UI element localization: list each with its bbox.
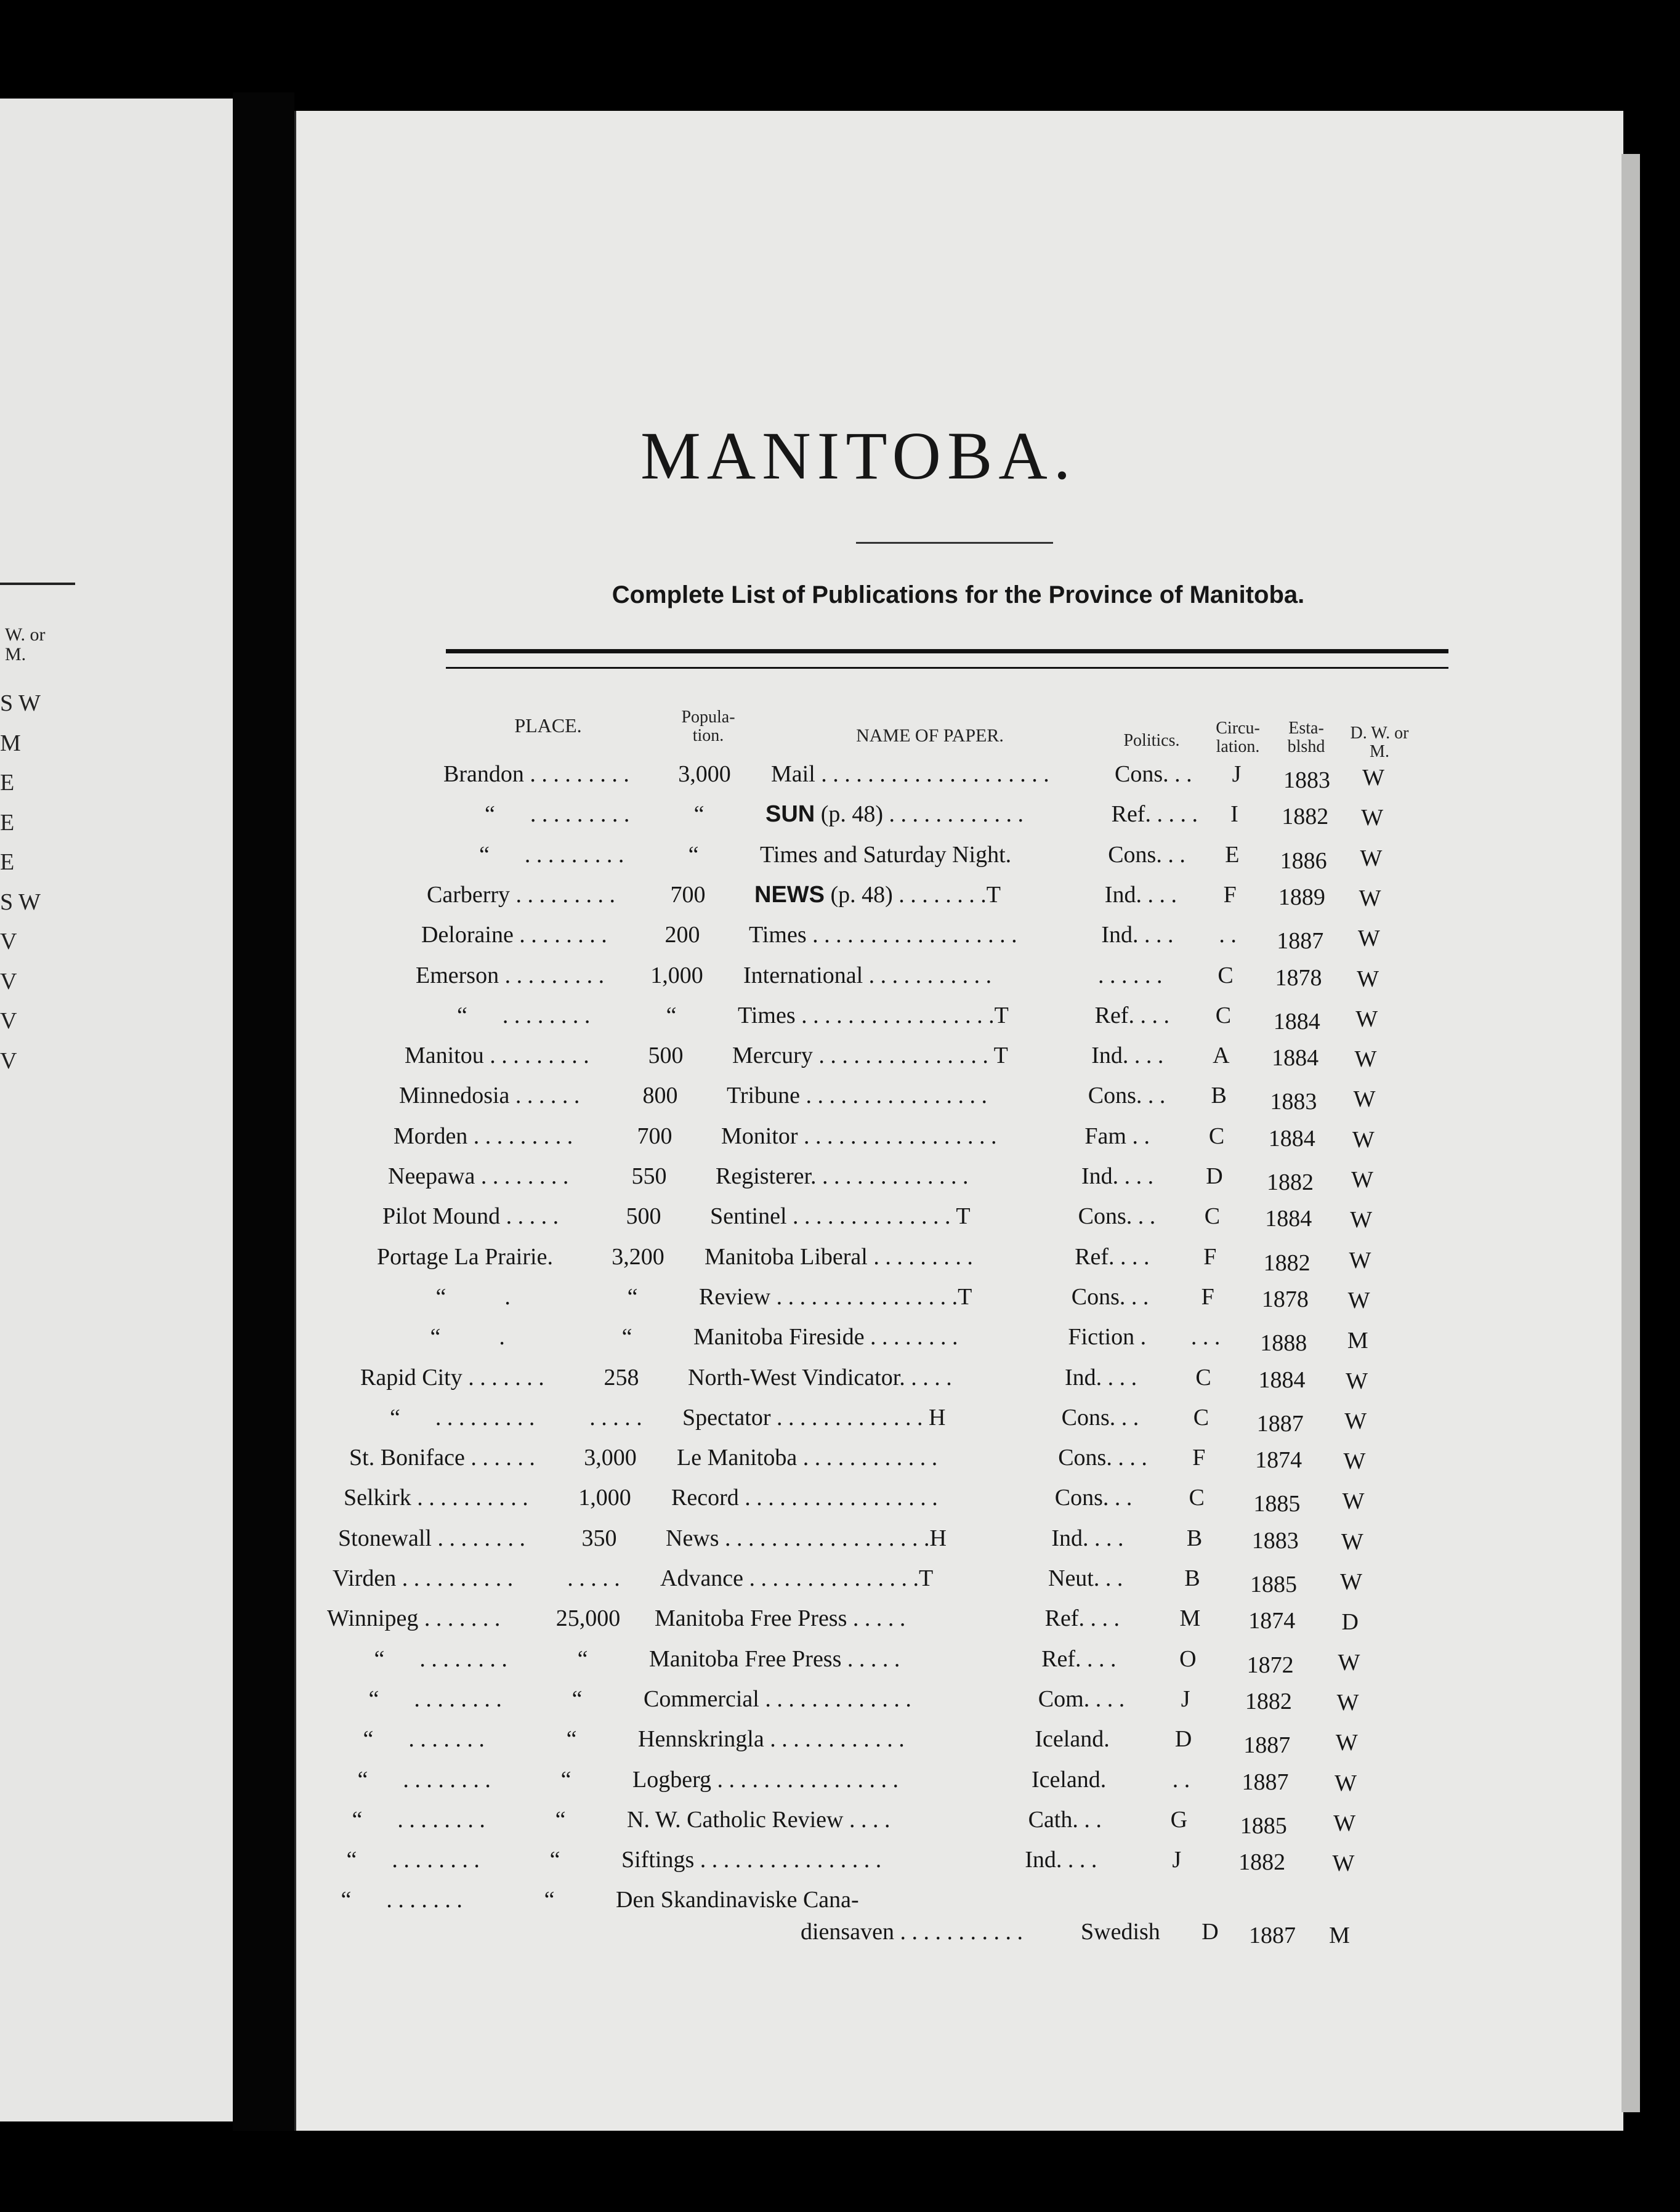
established-cell: 1888 xyxy=(1260,1330,1307,1357)
place-cell: “ . . . . . . . . xyxy=(316,1685,502,1712)
paper-name-cell xyxy=(627,1804,890,1835)
frequency-cell: W xyxy=(1340,1569,1362,1595)
paper-name-text: Record . . . . . . . . . . . . . . . . . xyxy=(671,1485,938,1511)
place-cell: Virden . . . . . . . . . . xyxy=(333,1565,514,1591)
table-top-rule-thin xyxy=(446,667,1448,669)
table-row xyxy=(0,1402,1680,1442)
paper-name-text: Tribune . . . . . . . . . . . . . . . . xyxy=(727,1083,987,1109)
table-row xyxy=(0,1161,1680,1201)
place-cell: Winnipeg . . . . . . . xyxy=(327,1605,501,1632)
paper-name-cell xyxy=(727,1080,987,1111)
circulation-cell: J xyxy=(1181,1685,1190,1712)
left-page-column-header: W. or M. xyxy=(5,624,46,664)
circulation-cell: C xyxy=(1189,1485,1205,1511)
politics-cell: Ind. . . . xyxy=(1051,1525,1124,1551)
politics-cell: Ind. . . . xyxy=(1104,881,1177,908)
frequency-cell: W xyxy=(1344,1408,1367,1434)
frequency-cell: W xyxy=(1343,1448,1366,1475)
place-cell: “ . xyxy=(366,1324,505,1350)
politics-cell: Ref. . . . xyxy=(1044,1605,1120,1632)
politics-cell: Fam . . xyxy=(1084,1123,1150,1149)
paper-name-text: Commercial . . . . . . . . . . . . . xyxy=(644,1685,911,1712)
paper-name-cell xyxy=(677,1442,937,1473)
population-cell: “ xyxy=(555,1806,566,1833)
politics-cell: Ref. . . . xyxy=(1075,1243,1150,1270)
place-cell: Carberry . . . . . . . . . xyxy=(427,881,616,908)
paper-name-cell xyxy=(671,1482,938,1513)
population-cell: 700 xyxy=(637,1123,672,1149)
table-row xyxy=(0,799,1680,839)
table-row xyxy=(0,1241,1680,1282)
frequency-cell: W xyxy=(1332,1851,1355,1877)
politics-cell: Cath. . . xyxy=(1028,1806,1102,1833)
frequency-cell: W xyxy=(1333,1810,1356,1836)
paper-name-cell xyxy=(616,1884,859,1915)
frequency-cell: W xyxy=(1336,1689,1359,1716)
circulation-cell: B xyxy=(1211,1083,1227,1109)
established-cell: 1887 xyxy=(1242,1769,1289,1795)
established-cell: 1887 xyxy=(1249,1922,1296,1948)
established-cell: 1882 xyxy=(1238,1849,1286,1876)
frequency-cell: W xyxy=(1353,1086,1376,1113)
table-row xyxy=(0,1121,1680,1161)
circulation-cell: J xyxy=(1232,761,1242,787)
place-cell: “ . . . . . . . . . xyxy=(438,801,630,828)
left-page-cell: E xyxy=(0,849,15,875)
circulation-cell: . . xyxy=(1172,1766,1190,1793)
established-cell: 1878 xyxy=(1275,964,1322,991)
header-established: Esta- blshd xyxy=(1287,719,1325,756)
circulation-cell: . . xyxy=(1219,922,1237,948)
place-cell: Neepawa . . . . . . . . xyxy=(388,1163,569,1189)
population-cell: “ xyxy=(571,1685,583,1712)
paper-name-text: Times . . . . . . . . . . . . . . . . .T xyxy=(738,1002,1009,1028)
table-row xyxy=(0,759,1680,799)
frequency-cell: W xyxy=(1346,1368,1368,1394)
place-cell: Rapid City . . . . . . . xyxy=(360,1364,544,1391)
place-cell: “ . . . . . . . xyxy=(310,1726,485,1753)
population-cell: “ xyxy=(621,1324,632,1350)
frequency-cell: W xyxy=(1360,845,1383,871)
established-cell: 1887 xyxy=(1243,1732,1291,1759)
table-row xyxy=(0,1523,1680,1563)
frequency-cell: W xyxy=(1362,765,1384,791)
paper-name-text: Le Manitoba . . . . . . . . . . . . xyxy=(677,1445,938,1471)
paper-name-text: Den Skandinaviske Cana- xyxy=(616,1887,859,1913)
frequency-cell: W xyxy=(1361,805,1384,831)
table-row xyxy=(0,1201,1680,1241)
place-cell: Brandon . . . . . . . . . xyxy=(443,761,629,787)
established-cell: 1883 xyxy=(1283,767,1330,793)
table-row xyxy=(0,1000,1680,1040)
established-cell: 1886 xyxy=(1280,847,1327,874)
table-row xyxy=(0,1764,1680,1804)
paper-name-cell xyxy=(743,960,991,991)
circulation-cell: F xyxy=(1223,881,1237,908)
paper-name-text: Times and Saturday Night. xyxy=(760,841,1012,868)
paper-name-cell xyxy=(732,1040,1008,1071)
table-row xyxy=(0,1563,1680,1603)
politics-cell: Neut. . . xyxy=(1048,1565,1123,1591)
population-cell: “ xyxy=(693,801,705,828)
circulation-cell: D xyxy=(1174,1726,1192,1753)
population-cell: 500 xyxy=(648,1043,684,1069)
population-cell: 1,000 xyxy=(578,1485,631,1511)
paper-name-text: Logberg . . . . . . . . . . . . . . . . xyxy=(632,1766,899,1793)
paper-name-text: (p. 48) . . . . . . . .T xyxy=(825,881,1001,908)
header-population: Popula- tion. xyxy=(681,708,735,745)
population-cell: “ xyxy=(627,1283,638,1310)
frequency-cell: W xyxy=(1355,1006,1378,1032)
frequency-cell: M xyxy=(1329,1922,1350,1948)
circulation-cell: . . . xyxy=(1190,1324,1221,1350)
table-row xyxy=(0,1644,1680,1684)
circulation-cell: D xyxy=(1201,1918,1219,1945)
table-row xyxy=(0,1362,1680,1402)
established-cell: 1887 xyxy=(1256,1410,1304,1437)
politics-cell: Cons. . . xyxy=(1054,1485,1133,1511)
politics-cell: Ref. . . . . xyxy=(1111,801,1198,828)
population-cell: 550 xyxy=(631,1163,667,1189)
politics-cell: Iceland. xyxy=(1032,1766,1107,1793)
place-cell: “ . . . . . . . . xyxy=(321,1645,507,1672)
politics-cell: Ind. . . . xyxy=(1065,1364,1137,1391)
table-row xyxy=(0,1322,1680,1362)
frequency-cell: D xyxy=(1341,1609,1359,1636)
established-cell: 1882 xyxy=(1245,1688,1292,1714)
table-top-rule xyxy=(446,649,1448,653)
place-cell: “ . . . . . . . . xyxy=(305,1766,491,1793)
population-cell: “ xyxy=(549,1847,560,1873)
population-cell: 700 xyxy=(670,881,706,908)
header-circulation: Circu- lation. xyxy=(1216,719,1260,756)
politics-cell: Cons. . . xyxy=(1061,1404,1139,1431)
politics-cell: Ind. . . . xyxy=(1091,1043,1164,1069)
established-cell: 1885 xyxy=(1240,1812,1287,1839)
established-cell: 1884 xyxy=(1268,1125,1315,1152)
established-cell: 1887 xyxy=(1277,928,1324,955)
paper-name-cell xyxy=(688,1362,952,1393)
paper-name-bold: SUN xyxy=(765,801,815,828)
table-row xyxy=(0,1603,1680,1643)
left-page-rule xyxy=(0,583,75,585)
politics-cell: Cons. . . . xyxy=(1058,1445,1147,1471)
established-cell: 1889 xyxy=(1278,884,1325,910)
frequency-cell: W xyxy=(1349,1247,1371,1274)
frequency-cell: M xyxy=(1347,1328,1368,1354)
paper-name-cell xyxy=(638,1724,905,1754)
population-cell: 200 xyxy=(664,922,700,948)
paper-name-cell xyxy=(693,1322,958,1352)
population-cell: 25,000 xyxy=(555,1605,621,1632)
circulation-cell: D xyxy=(1206,1163,1223,1189)
header-paper: NAME OF PAPER. xyxy=(856,725,1004,746)
established-cell: 1885 xyxy=(1250,1572,1297,1597)
place-cell: Stonewall . . . . . . . . xyxy=(338,1525,525,1551)
politics-cell: Fiction . xyxy=(1068,1324,1147,1350)
frequency-cell: W xyxy=(1347,1287,1370,1314)
population-cell: . . . . . xyxy=(567,1565,620,1591)
circulation-cell: F xyxy=(1201,1283,1214,1310)
left-page-cell: V xyxy=(0,1047,17,1074)
paper-name-cell xyxy=(721,1121,997,1152)
paper-name-text: Monitor . . . . . . . . . . . . . . . . . xyxy=(721,1123,997,1149)
frequency-cell: W xyxy=(1359,885,1381,911)
place-cell: Minnedosia . . . . . . xyxy=(399,1083,580,1109)
place-cell: “ . . . . . . . xyxy=(288,1887,462,1913)
politics-cell: Cons. . . xyxy=(1088,1083,1166,1109)
table-row xyxy=(0,1442,1680,1482)
frequency-cell: W xyxy=(1341,1528,1363,1555)
circulation-cell: O xyxy=(1179,1645,1197,1672)
paper-name-cell xyxy=(754,879,1001,910)
table-row xyxy=(0,960,1680,1000)
paper-name-text: North-West Vindicator. . . . . xyxy=(688,1364,952,1391)
circulation-cell: C xyxy=(1218,962,1234,988)
table-row xyxy=(0,839,1680,879)
population-cell: “ xyxy=(560,1766,571,1793)
paper-name-text: Advance . . . . . . . . . . . . . . .T xyxy=(660,1565,934,1591)
paper-name-text: Times . . . . . . . . . . . . . . . . . . xyxy=(749,922,1017,948)
table-row xyxy=(0,1844,1680,1884)
left-page-cell: S W xyxy=(0,889,41,915)
established-cell: 1878 xyxy=(1261,1286,1309,1312)
frequency-cell: W xyxy=(1338,1649,1360,1676)
politics-cell: Ind. . . . xyxy=(1101,922,1174,948)
population-cell: “ xyxy=(666,1002,677,1028)
paper-name-text: International . . . . . . . . . . . xyxy=(743,962,992,988)
population-cell: “ xyxy=(566,1726,577,1753)
frequency-cell: W xyxy=(1351,1167,1373,1193)
circulation-cell: B xyxy=(1184,1565,1200,1591)
left-page-cell: V xyxy=(0,968,17,995)
circulation-cell: B xyxy=(1186,1525,1203,1551)
population-cell: 500 xyxy=(626,1203,661,1230)
place-cell: Selkirk . . . . . . . . . . xyxy=(344,1485,528,1511)
politics-cell: Ind. . . . xyxy=(1025,1847,1097,1873)
paper-name-cell xyxy=(716,1161,969,1192)
circulation-cell: A xyxy=(1213,1043,1230,1069)
header-politics: Politics. xyxy=(1123,731,1180,750)
circulation-cell: M xyxy=(1179,1605,1201,1632)
circulation-cell: F xyxy=(1203,1243,1217,1270)
page-subtitle: Complete List of Publications for the Province of Manitoba. xyxy=(612,581,1305,608)
frequency-cell: W xyxy=(1342,1488,1365,1515)
paper-name-text: Manitoba Free Press . . . . . xyxy=(649,1645,900,1672)
title-rule xyxy=(856,542,1053,544)
paper-name-text: Manitoba Fireside . . . . . . . . xyxy=(693,1324,958,1350)
left-page-cell: V xyxy=(0,1008,17,1034)
table-row xyxy=(0,1040,1680,1080)
frequency-cell: W xyxy=(1350,1207,1373,1233)
paper-name-text: Mail . . . . . . . . . . . . . . . . . . . . xyxy=(771,761,1049,787)
table-row xyxy=(0,1482,1680,1522)
place-cell: St. Boniface . . . . . . xyxy=(349,1445,535,1471)
place-cell: “ . xyxy=(371,1283,511,1310)
established-cell: 1882 xyxy=(1267,1169,1314,1195)
paper-name-text: Sentinel . . . . . . . . . . . . . . T xyxy=(710,1203,971,1230)
population-cell: “ xyxy=(688,841,699,868)
place-cell: Portage La Prairie. xyxy=(377,1243,553,1270)
place-cell: “ . . . . . . . . . xyxy=(355,1404,535,1431)
established-cell: 1883 xyxy=(1251,1527,1299,1554)
established-cell: 1884 xyxy=(1258,1366,1306,1393)
paper-name-cell xyxy=(655,1603,905,1634)
paper-name-cell xyxy=(666,1523,947,1554)
politics-cell: Cons. . . xyxy=(1115,761,1192,787)
header-frequency: D. W. or M. xyxy=(1350,724,1409,761)
place-cell: “ . . . . . . . . xyxy=(410,1002,591,1028)
paper-name-text: Siftings . . . . . . . . . . . . . . . . xyxy=(621,1847,882,1873)
table-row xyxy=(0,1282,1680,1322)
paper-name-text: Mercury . . . . . . . . . . . . . . . T xyxy=(732,1043,1008,1069)
paper-name-cell xyxy=(710,1201,971,1232)
population-cell: “ xyxy=(544,1887,555,1913)
established-cell: 1874 xyxy=(1248,1608,1296,1634)
circulation-cell: G xyxy=(1170,1806,1188,1833)
paper-name-cell xyxy=(699,1282,972,1312)
paper-name-text: Spectator . . . . . . . . . . . . . H xyxy=(682,1404,946,1431)
politics-cell: Com. . . . xyxy=(1038,1685,1125,1712)
place-cell: “ . . . . . . . . . xyxy=(432,841,624,868)
politics-cell: Cons. . . xyxy=(1078,1203,1156,1230)
politics-cell: Ref. . . . xyxy=(1094,1002,1169,1028)
population-cell: 800 xyxy=(642,1083,678,1109)
circulation-cell: C xyxy=(1204,1203,1221,1230)
circulation-cell: J xyxy=(1172,1847,1182,1873)
frequency-cell: W xyxy=(1352,1126,1375,1153)
established-cell: 1884 xyxy=(1265,1206,1312,1232)
population-cell: 258 xyxy=(604,1364,639,1391)
circulation-cell: C xyxy=(1193,1404,1210,1431)
paper-name-text: Manitoba Free Press . . . . . xyxy=(655,1605,906,1632)
left-page-cell: E xyxy=(0,809,15,836)
population-cell: 3,200 xyxy=(612,1243,664,1270)
circulation-cell: C xyxy=(1215,1002,1232,1028)
place-cell: Morden . . . . . . . . . xyxy=(394,1123,573,1149)
population-cell: 1,000 xyxy=(650,962,703,988)
paper-name-cell xyxy=(644,1684,911,1714)
frequency-cell: W xyxy=(1335,1770,1357,1796)
paper-name-cell xyxy=(749,919,1017,950)
paper-name-cell xyxy=(771,759,1049,789)
established-cell: 1874 xyxy=(1255,1447,1302,1474)
place-cell: “ . . . . . . . . xyxy=(294,1847,480,1873)
left-page-cell: V xyxy=(0,929,17,955)
established-cell: 1882 xyxy=(1282,804,1329,830)
population-cell: 350 xyxy=(581,1525,617,1551)
frequency-cell: W xyxy=(1357,966,1379,992)
established-cell: 1884 xyxy=(1272,1045,1319,1072)
frequency-cell: W xyxy=(1354,1046,1377,1073)
table-row xyxy=(0,879,1680,919)
politics-cell: . . . . . . xyxy=(1098,962,1163,988)
established-cell: 1883 xyxy=(1270,1089,1317,1115)
paper-name-cell xyxy=(760,839,1011,870)
circulation-cell: C xyxy=(1208,1123,1225,1149)
paper-name-cell xyxy=(738,1000,1009,1031)
politics-cell: Ind. . . . xyxy=(1081,1163,1154,1189)
left-page-cell: S W xyxy=(0,690,41,716)
established-cell: 1882 xyxy=(1263,1249,1310,1276)
paper-name-text: Manitoba Liberal . . . . . . . . . xyxy=(705,1243,973,1270)
paper-name-cell xyxy=(682,1402,945,1433)
place-cell: Emerson . . . . . . . . . xyxy=(416,962,605,988)
paper-name-text: Registerer. . . . . . . . . . . . . . xyxy=(716,1163,969,1189)
paper-name-cell xyxy=(632,1764,899,1795)
frequency-cell: W xyxy=(1357,926,1380,952)
population-cell: 3,000 xyxy=(584,1445,637,1471)
politics-cell: Cons. . . xyxy=(1071,1283,1149,1310)
table-row xyxy=(0,1724,1680,1764)
table-row xyxy=(0,1804,1680,1844)
circulation-cell: E xyxy=(1225,841,1240,868)
frequency-cell: W xyxy=(1335,1730,1358,1756)
paper-name-cell xyxy=(765,799,1024,830)
left-page-cell: E xyxy=(0,770,15,796)
population-cell: 3,000 xyxy=(678,761,731,787)
politics-cell: Iceland. xyxy=(1035,1726,1110,1753)
politics-cell: Cons. . . xyxy=(1108,841,1185,868)
paper-name-text: News . . . . . . . . . . . . . . . . . .H xyxy=(666,1525,947,1551)
circulation-cell: I xyxy=(1230,801,1238,828)
table-row xyxy=(0,919,1680,959)
table-row xyxy=(0,1916,1680,1956)
paper-name-text: N. W. Catholic Review . . . . xyxy=(627,1806,890,1833)
paper-name-text: Hennskringla . . . . . . . . . . . . xyxy=(638,1726,905,1753)
place-cell: Pilot Mound . . . . . xyxy=(382,1203,559,1230)
population-cell: “ xyxy=(577,1645,588,1672)
politics-cell: Swedish xyxy=(1081,1918,1160,1945)
paper-name-bold: NEWS xyxy=(754,881,825,908)
established-cell: 1884 xyxy=(1273,1008,1320,1035)
place-cell: Deloraine . . . . . . . . xyxy=(421,922,607,948)
established-cell: 1885 xyxy=(1253,1491,1301,1517)
circulation-cell: F xyxy=(1192,1445,1206,1471)
politics-cell: Ref. . . . xyxy=(1041,1645,1117,1672)
place-cell: “ . . . . . . . . xyxy=(299,1806,485,1833)
paper-name-continuation: diensaven . . . . . . . . . . . xyxy=(801,1918,1023,1945)
table-row xyxy=(0,1684,1680,1724)
paper-name-cell xyxy=(621,1844,881,1875)
established-cell: 1872 xyxy=(1246,1652,1294,1678)
paper-name-cell xyxy=(660,1563,933,1594)
circulation-cell: C xyxy=(1195,1364,1211,1391)
page-title: MANITOBA. xyxy=(640,418,1077,493)
table-row xyxy=(0,1080,1680,1120)
paper-name-cell xyxy=(705,1241,973,1272)
header-place: PLACE. xyxy=(514,714,582,737)
left-page-cell: M xyxy=(0,730,21,756)
paper-name-text: Review . . . . . . . . . . . . . . . .T xyxy=(699,1283,972,1310)
paper-name-cell xyxy=(649,1644,900,1674)
population-cell: . . . . . xyxy=(589,1404,642,1431)
place-cell: Manitou . . . . . . . . . xyxy=(405,1043,589,1069)
paper-name-text: (p. 48) . . . . . . . . . . . . xyxy=(815,801,1024,828)
